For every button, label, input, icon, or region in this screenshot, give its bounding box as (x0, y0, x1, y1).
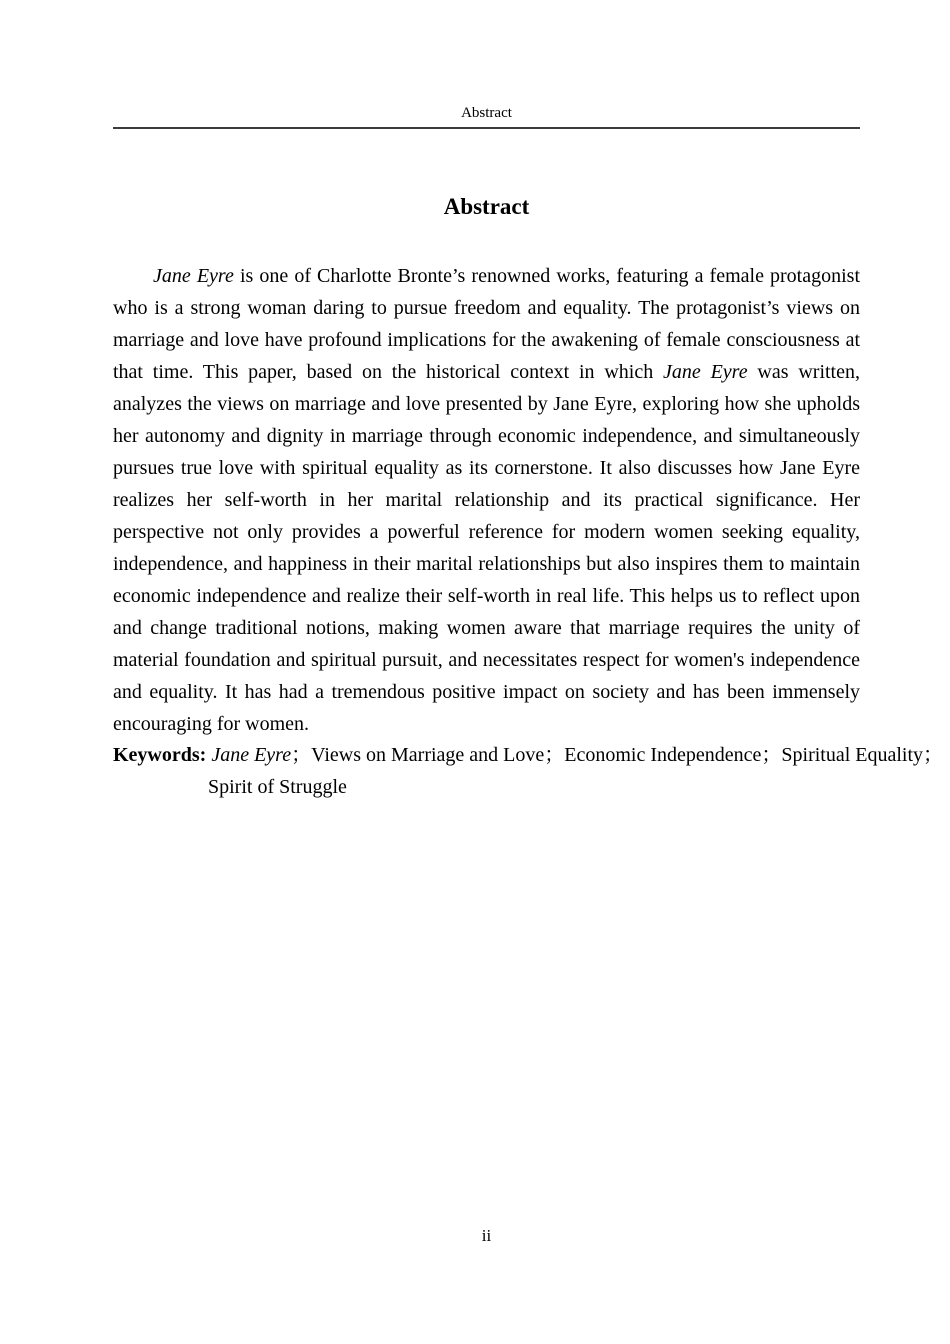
page-header (113, 104, 860, 129)
running-header-title: Abstract (461, 105, 512, 121)
keyword-book-title-italic: Jane Eyre (211, 744, 292, 766)
abstract-title: Abstract (443, 194, 530, 219)
book-title-italic: Jane Eyre (663, 361, 748, 383)
keywords-line (113, 739, 950, 803)
abstract-paragraph (113, 260, 860, 740)
page-footer (113, 1226, 860, 1246)
abstract-text-segment: is one of Charlotte Bronte’s renowned works, featuring a female protagonist who is a strong woman daring to pursue freedom and equality. The protagonist’s views on marriage and love have profound implications for the awakening of female consciousness at that time. This paper, based on the historical context in which (113, 265, 861, 383)
keywords-list: ；Views on Marriage and Love；Economic Independence；Spiritual Equality；Spirit of Struggle (208, 744, 944, 798)
abstract-text-segment: was written, analyzes the views on marriage and love presented by Jane Eyre, exploring how she upholds her autonomy and dignity in marriage through economic independence, and simultaneously pursues true love with spiritual equality as its cornerstone. It also discusses how Jane Eyre realizes her self-worth in her marital relationship and its practical significance. Her perspective not only provides a powerful reference for modern women seeking equality, independence, and happiness in their marital relationships but also inspires them to maintain economic independence and realize their self-worth in real life. This helps us to reflect upon and change traditional notions, making women aware that marriage requires the unity of material foundation and spiritual pursuit, and necessitates respect for women's independence and equality. It has had a tremendous positive impact on society and has been immensely encouraging for women. (113, 361, 860, 735)
page-number: ii (481, 1226, 492, 1245)
book-title-italic: Jane Eyre (153, 265, 234, 287)
keywords-label: Keywords: (113, 744, 212, 766)
